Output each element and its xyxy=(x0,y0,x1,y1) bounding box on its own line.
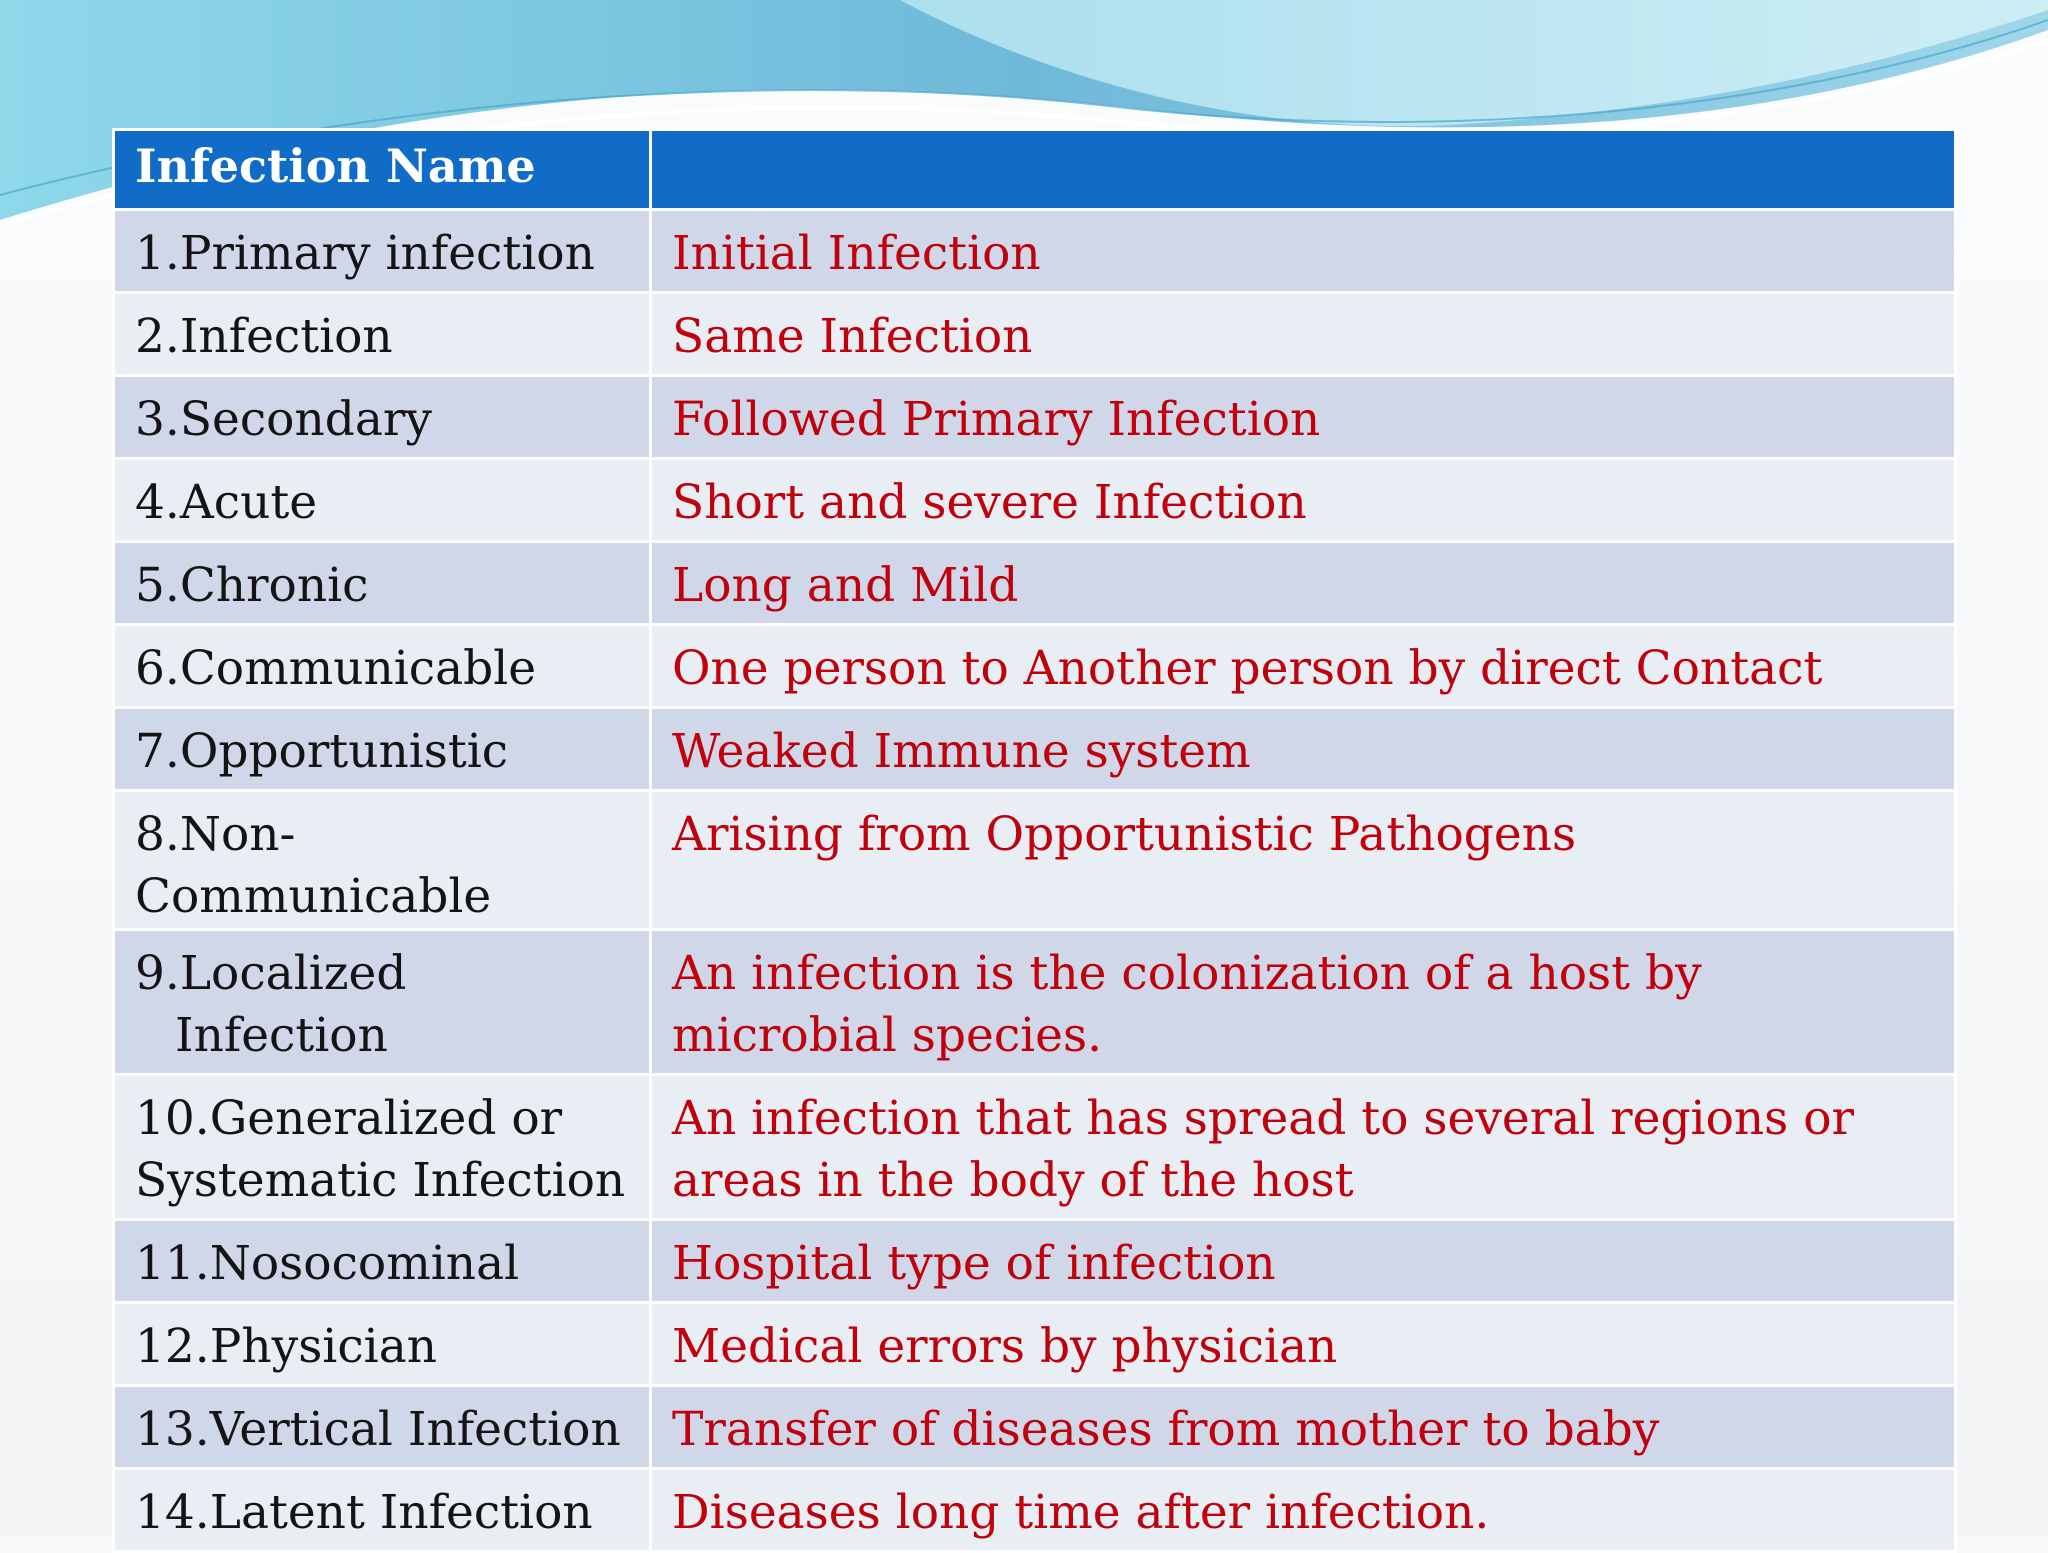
infection-description-cell: Same Infection xyxy=(651,293,1956,376)
infection-description-cell: Short and severe Infection xyxy=(651,459,1956,542)
infection-table xyxy=(112,128,1957,1553)
table-row xyxy=(114,1220,1956,1303)
infection-description-cell: Hospital type of infection xyxy=(651,1220,1956,1303)
infection-name-cell: 5.Chronic xyxy=(114,542,651,625)
infection-name-cell: 13.Vertical Infection xyxy=(114,1386,651,1469)
infection-description-cell: Arising from Opportunistic Pathogens xyxy=(651,791,1956,930)
table-row xyxy=(114,542,1956,625)
infection-description-cell: Followed Primary Infection xyxy=(651,376,1956,459)
infection-name-cell: 7.Opportunistic xyxy=(114,708,651,791)
infection-name-line1: 10.Generalized or xyxy=(135,1091,563,1146)
table-row xyxy=(114,293,1956,376)
table-row xyxy=(114,1075,1956,1220)
table-row xyxy=(114,791,1956,930)
infection-name-cell: 6.Communicable xyxy=(114,625,651,708)
infection-name-cell: 11.Nosocominal xyxy=(114,1220,651,1303)
header-description xyxy=(651,130,1956,210)
infection-name-line2: Infection xyxy=(175,1008,388,1063)
table-row xyxy=(114,459,1956,542)
infection-name-cell: 3.Secondary xyxy=(114,376,651,459)
infection-description-cell: Medical errors by physician xyxy=(651,1303,1956,1386)
table-row xyxy=(114,708,1956,791)
infection-name-cell xyxy=(114,1075,651,1220)
table-row xyxy=(114,1303,1956,1386)
infection-description-cell: Diseases long time after infection. xyxy=(651,1469,1956,1552)
infection-name-cell: 4.Acute xyxy=(114,459,651,542)
table-header-row xyxy=(114,130,1956,210)
infection-name-line2: Systematic Infection xyxy=(135,1153,626,1208)
table-row xyxy=(114,930,1956,1075)
infection-name-cell: 1.Primary infection xyxy=(114,210,651,293)
infection-description-cell: An infection that has spread to several regions or areas in the body of the host xyxy=(651,1075,1956,1220)
infection-name-cell: 2.Infection xyxy=(114,293,651,376)
infection-description-cell: One person to Another person by direct Contact xyxy=(651,625,1956,708)
infection-name-cell: 12.Physician xyxy=(114,1303,651,1386)
table-row xyxy=(114,1386,1956,1469)
infection-name-line1: 9.Localized xyxy=(135,946,407,1001)
table-row xyxy=(114,376,1956,459)
header-infection-name: Infection Name xyxy=(114,130,651,210)
table-row xyxy=(114,1469,1956,1552)
table-row xyxy=(114,210,1956,293)
infection-description-cell: Initial Infection xyxy=(651,210,1956,293)
infection-table-container xyxy=(112,128,1954,1553)
infection-description-cell: An infection is the colonization of a host by microbial species. xyxy=(651,930,1956,1075)
table-row xyxy=(114,625,1956,708)
infection-description-cell: Transfer of diseases from mother to baby xyxy=(651,1386,1956,1469)
infection-description-cell: Weaked Immune system xyxy=(651,708,1956,791)
infection-name-cell: 14.Latent Infection xyxy=(114,1469,651,1552)
infection-name-cell: 8.Non-Communicable xyxy=(114,791,651,930)
infection-name-cell xyxy=(114,930,651,1075)
infection-description-cell: Long and Mild xyxy=(651,542,1956,625)
